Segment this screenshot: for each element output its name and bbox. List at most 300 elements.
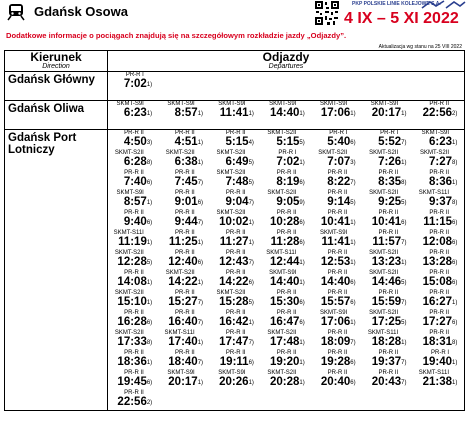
train-category: SKMT-S2II [419, 150, 449, 156]
footnote-mark: 5) [248, 180, 254, 186]
departure-time: 7:27 [428, 156, 452, 168]
train-category: SKMT-S11I [164, 330, 195, 336]
departure-entry [311, 210, 362, 230]
footnote-mark: 1) [197, 240, 204, 246]
departure-entry [159, 190, 210, 210]
train-category: PR-R I [125, 72, 144, 78]
departure-entry [362, 310, 413, 330]
pkp-logo-icon [420, 0, 466, 10]
departure-entry [261, 370, 312, 390]
departure-time: 16:40 [168, 316, 198, 328]
departure-entry [210, 130, 261, 150]
departure-entry [108, 250, 159, 270]
departure-time: 6:49 [225, 156, 249, 168]
train-category: PR-R II [175, 190, 195, 196]
footnote-mark: 8) [452, 200, 458, 206]
departure-entry [413, 250, 464, 270]
train-category: PR-R II [378, 170, 399, 176]
departure-entry [413, 310, 464, 330]
departure-entry [362, 230, 413, 250]
train-category: PR-R II [429, 230, 449, 236]
departure-time: 11:28 [270, 236, 300, 248]
footnote-mark: 6) [350, 360, 356, 366]
departure-entry [362, 170, 413, 190]
footnote-mark: 6) [248, 280, 254, 286]
departure-entry [108, 270, 159, 290]
footnote-mark: 7) [401, 240, 407, 246]
departure-time: 17:47 [219, 336, 249, 348]
footnote-mark: 7) [197, 180, 204, 186]
departure-entry [210, 370, 261, 390]
departure-time: 14:08 [117, 276, 147, 288]
train-category: PR-R II [327, 270, 348, 276]
train-category: SKMT-S11I [367, 330, 399, 336]
departure-entry [159, 330, 210, 350]
footnote-mark: 1) [197, 111, 204, 117]
departure-time: 11:41 [321, 236, 351, 248]
departure-entry [108, 72, 159, 92]
departure-time: 7:02 [123, 78, 147, 90]
footnote-mark: 6) [299, 220, 305, 226]
departure-entry [261, 210, 312, 230]
footnote-mark: 1) [299, 340, 305, 346]
departure-time: 14:22 [219, 276, 249, 288]
departure-entry [261, 310, 312, 330]
footnote-mark: 6) [401, 220, 407, 226]
departure-entry [261, 230, 312, 250]
train-category: SKMT-S2II [114, 290, 144, 296]
footnote-mark: 2) [146, 400, 153, 406]
departure-time: 4:51 [174, 136, 198, 148]
departure-time: 12:53 [320, 256, 351, 268]
departure-entry [261, 190, 312, 210]
departure-time: 7:02 [276, 156, 300, 168]
departure-entry [311, 350, 362, 370]
footnote-mark: 1) [299, 380, 305, 386]
train-category: PR-R II [429, 330, 449, 336]
departures-header [108, 51, 465, 72]
departure-time: 19:37 [371, 356, 402, 368]
departure-entry [261, 130, 312, 150]
train-category: PR-R II [225, 330, 246, 336]
footnote-mark: 4) [248, 140, 254, 146]
footnote-mark: 1) [299, 160, 305, 166]
footnote-mark: 1) [146, 280, 153, 286]
footnote-mark: 1) [146, 111, 153, 117]
departure-time: 15:57 [320, 296, 351, 308]
train-category: SKMT-S9I [269, 270, 297, 276]
departure-time: 9:44 [174, 216, 198, 228]
footnote-mark: 6) [248, 360, 254, 366]
footnote-mark: 1) [350, 111, 356, 117]
departures-cell [108, 130, 465, 411]
train-category: PR-R II [175, 130, 195, 136]
train-category: SKMT-S2II [114, 150, 144, 156]
train-category: PR-R II [276, 230, 297, 236]
footnote-mark: 6) [350, 380, 356, 386]
footnote-mark: 1) [197, 160, 204, 166]
footnote-mark: 7) [401, 300, 407, 306]
footnote-mark: 1) [299, 360, 305, 366]
departure-entry [311, 101, 362, 121]
train-category: PR-R II [429, 210, 449, 216]
departure-time: 14:46 [371, 276, 402, 288]
departure-entry [108, 170, 159, 190]
footnote-mark: 6) [452, 320, 458, 326]
train-category: PR-R II [429, 250, 449, 256]
departure-time: 7:40 [123, 176, 147, 188]
departure-time: 11:19 [118, 236, 147, 248]
train-category: PR-R I [431, 350, 449, 356]
footnote-mark: 8) [401, 180, 407, 186]
departure-entry [108, 330, 159, 350]
footnote-mark: 5) [248, 160, 254, 166]
footnote-mark: 1) [350, 220, 356, 226]
train-category: SKMT-S9I [218, 370, 246, 376]
departure-time: 10:02 [219, 216, 249, 228]
footnote-mark: 1) [197, 380, 204, 386]
train-category: SKMT-S2II [318, 150, 348, 156]
train-category: SKMT-S2II [165, 150, 195, 156]
footnote-mark: 9) [299, 200, 305, 206]
departure-entry [261, 250, 312, 270]
footnote-mark: 6) [299, 300, 305, 306]
train-category: SKMT-S2II [216, 170, 246, 176]
departure-time: 10:28 [270, 216, 300, 228]
train-category: PR-R II [124, 310, 144, 316]
departure-entry [210, 101, 261, 121]
departure-time: 8:57 [174, 107, 198, 119]
departure-time: 14:40 [270, 107, 300, 119]
footnote-mark: 6) [452, 220, 458, 226]
train-category: PR-R II [429, 270, 449, 276]
departure-time: 18:09 [320, 336, 351, 348]
departure-time: 7:48 [225, 176, 249, 188]
departure-entry [159, 370, 210, 390]
update-note: Aktualizacja wg stanu na 25 VIII 2022 [378, 44, 462, 50]
departure-entry [413, 170, 464, 190]
train-category: PR-R II [124, 170, 144, 176]
table-row [5, 101, 465, 130]
train-category: PR-R II [175, 310, 195, 316]
departure-time: 14:40 [320, 276, 351, 288]
departures-header-sub: Departures [268, 63, 304, 70]
footnote-mark: 6) [197, 260, 204, 266]
departure-entry [311, 370, 362, 390]
departure-entry [108, 190, 159, 210]
departure-time: 15:10 [117, 296, 147, 308]
footnote-mark: 6) [350, 280, 356, 286]
departure-time: 20:28 [270, 376, 300, 388]
train-icon [6, 3, 26, 21]
table-header [5, 51, 465, 72]
departures-grid [108, 101, 464, 121]
footnote-mark: 1) [248, 240, 254, 246]
departure-time: 20:43 [371, 376, 402, 388]
departure-time: 8:19 [276, 176, 300, 188]
train-category: PR-R II [327, 250, 348, 256]
footnote-mark: 3) [350, 160, 356, 166]
train-category: PR-R II [378, 210, 399, 216]
footnote-mark: 8) [146, 160, 153, 166]
departure-entry [210, 350, 261, 370]
departure-entry [362, 190, 413, 210]
train-category: SKMT-S2II [369, 150, 399, 156]
departure-entry [362, 130, 413, 150]
train-category: SKMT-S11I [418, 190, 449, 196]
footnote-mark: 1) [401, 260, 407, 266]
footnote-mark: 6) [452, 280, 458, 286]
footnote-mark: 1) [452, 380, 458, 386]
footnote-mark: 5) [401, 200, 407, 206]
train-category: SKMT-S2II [369, 250, 399, 256]
footnote-mark: 7) [350, 180, 356, 186]
table-row [5, 72, 465, 101]
train-category: PR-R I [278, 150, 297, 156]
footnote-mark: 1) [401, 111, 407, 117]
departure-entry [210, 310, 261, 330]
departure-entry [362, 330, 413, 350]
footnote-mark: 1) [197, 280, 204, 286]
footnote-mark: 6) [146, 180, 153, 186]
footnote-mark: 7) [248, 260, 254, 266]
footnote-mark: 7) [197, 220, 204, 226]
departure-time: 19:45 [117, 376, 147, 388]
footnote-mark: 5) [146, 260, 153, 266]
footnote-mark: 6) [146, 320, 153, 326]
train-category: PR-R II [276, 350, 297, 356]
footnote-mark: 6) [350, 300, 356, 306]
departure-time: 6:23 [428, 136, 452, 148]
departure-entry [311, 150, 362, 170]
departure-time: 15:27 [168, 296, 198, 308]
departure-time: 12:40 [168, 256, 198, 268]
departure-entry [210, 250, 261, 270]
departure-time: 17:48 [270, 336, 300, 348]
departure-time: 11:27 [219, 236, 249, 248]
footnote-mark: 6) [452, 260, 458, 266]
departures-grid [108, 130, 464, 410]
departure-entry [159, 310, 210, 330]
train-category: PR-R II [124, 210, 144, 216]
footnote-mark: 6) [452, 240, 458, 246]
train-category: SKMT-S2II [267, 190, 297, 196]
departure-entry [311, 270, 362, 290]
departure-time: 5:15 [225, 136, 249, 148]
train-category: PR-R II [225, 310, 246, 316]
train-category: SKMT-S2II [216, 150, 246, 156]
footnote-mark: 6) [146, 380, 153, 386]
footnote-mark: 7) [401, 360, 407, 366]
footnote-mark: 7) [197, 320, 204, 326]
footnote-mark: 6) [299, 240, 305, 246]
departure-time: 22:56 [117, 396, 147, 408]
departure-entry [108, 130, 159, 150]
train-category: PR-R II [276, 290, 297, 296]
train-category: SKMT-S2II [369, 310, 399, 316]
departure-time: 18:36 [117, 356, 147, 368]
footnote-mark: 8) [146, 340, 153, 346]
departure-time: 18:31 [422, 336, 452, 348]
info-note: Dodatkowe informacje o pociągach znajdują się na szczegółowym rozkładzie jazdy „Odjazdy”. [6, 31, 347, 40]
train-category: SKMT-S9I [269, 101, 297, 107]
departure-time: 5:52 [378, 136, 402, 148]
train-category: PR-R II [175, 230, 195, 236]
footnote-mark: 8) [452, 160, 458, 166]
departure-entry [108, 150, 159, 170]
footnote-mark: 5) [350, 200, 356, 206]
footnote-mark: 1) [146, 300, 153, 306]
departure-entry [108, 350, 159, 370]
footnote-mark: 1) [299, 280, 305, 286]
footnote-mark: 1) [401, 160, 407, 166]
departure-entry [311, 330, 362, 350]
footnote-mark: 5) [248, 300, 254, 306]
departure-time: 11:57 [372, 236, 402, 248]
departure-time: 17:25 [371, 316, 402, 328]
departure-entry [159, 250, 210, 270]
departure-time: 16:47 [270, 316, 300, 328]
departure-time: 15:08 [422, 276, 452, 288]
train-category: PR-R II [378, 230, 399, 236]
departure-time: 10:41 [371, 216, 402, 228]
footnote-mark: 1) [452, 300, 458, 306]
departure-entry [362, 270, 413, 290]
footnote-mark: 1) [452, 180, 458, 186]
direction-cell: Gdańsk Główny [5, 72, 108, 101]
departure-time: 12:43 [219, 256, 249, 268]
departure-entry [210, 150, 261, 170]
direction-header-label: Kierunek [30, 50, 82, 64]
train-category: PR-R II [378, 290, 399, 296]
station-name: Gdańsk Osowa [34, 4, 128, 19]
departure-time: 8:35 [378, 176, 402, 188]
footnote-mark: 7) [401, 380, 407, 386]
train-category: SKMT-S9I [116, 101, 144, 107]
departure-time: 16:27 [422, 296, 452, 308]
direction-header-sub: Direction [42, 63, 70, 70]
train-category: SKMT-S9I [116, 190, 144, 196]
departure-time: 9:25 [378, 196, 402, 208]
train-category: SKMT-S2II [216, 210, 246, 216]
footnote-mark: 1) [197, 340, 204, 346]
departure-entry [210, 170, 261, 190]
departure-time: 13:23 [371, 256, 402, 268]
departure-entry [362, 250, 413, 270]
train-category: PR-R II [429, 170, 449, 176]
footnote-mark: 1) [452, 360, 458, 366]
train-category: SKMT-S9I [421, 130, 449, 136]
departure-time: 18:28 [371, 336, 402, 348]
departure-entry [413, 101, 464, 121]
departure-entry [311, 290, 362, 310]
departure-entry [210, 210, 261, 230]
departure-entry [108, 370, 159, 390]
departure-entry [261, 330, 312, 350]
departure-time: 6:23 [123, 107, 147, 119]
departures-grid [108, 72, 464, 92]
departure-entry [362, 290, 413, 310]
departures-header-label: Odjazdy [262, 50, 310, 64]
footnote-mark: 5) [401, 320, 407, 326]
departure-time: 15:28 [219, 296, 249, 308]
departure-entry [159, 170, 210, 190]
train-category: PR-R II [429, 310, 449, 316]
departure-time: 13:28 [422, 256, 452, 268]
train-category: PR-R II [429, 290, 449, 296]
train-category: SKMT-S9I [370, 101, 399, 107]
footnote-mark: 7) [350, 340, 356, 346]
footnote-mark: 1) [248, 220, 254, 226]
train-category: SKMT-S2II [114, 330, 144, 336]
departure-entry [159, 290, 210, 310]
departure-time: 9:14 [327, 196, 351, 208]
footnote-mark: 1) [146, 360, 153, 366]
footnote-mark: 1) [299, 260, 305, 266]
departure-entry [261, 150, 312, 170]
validity-dates: 4 IX – 5 XI 2022 [344, 10, 459, 27]
train-category: PR-R II [327, 190, 348, 196]
departure-time: 7:26 [378, 156, 402, 168]
departure-entry [210, 230, 261, 250]
train-category: PR-R II [327, 170, 348, 176]
train-category: PR-R I [329, 130, 348, 136]
train-category: SKMT-S9I [319, 101, 348, 107]
departure-time: 19:40 [422, 356, 452, 368]
departure-time: 12:44 [270, 256, 300, 268]
train-category: PR-R II [124, 390, 144, 396]
departure-time: 8:36 [428, 176, 452, 188]
departure-entry [159, 270, 210, 290]
departure-time: 9:04 [225, 196, 249, 208]
train-category: PR-R II [429, 101, 449, 107]
train-category: SKMT-S9I [218, 101, 246, 107]
footnote-mark: 7) [197, 300, 204, 306]
train-category: PR-R I [380, 130, 399, 136]
departure-time: 17:33 [117, 336, 147, 348]
train-category: PR-R II [124, 130, 144, 136]
footnote-mark: 1) [350, 260, 356, 266]
departure-time: 8:22 [327, 176, 351, 188]
departure-entry [311, 310, 362, 330]
departure-time: 16:28 [117, 316, 147, 328]
footnote-mark: 6) [299, 320, 305, 326]
departure-time: 16:42 [219, 316, 249, 328]
departure-entry [413, 330, 464, 350]
departure-entry [210, 290, 261, 310]
train-category: PR-R II [175, 250, 195, 256]
departure-entry [413, 190, 464, 210]
departure-entry [159, 150, 210, 170]
departure-entry [311, 170, 362, 190]
departure-entry [159, 210, 210, 230]
departure-entry [159, 101, 210, 121]
train-category: SKMT-S2II [165, 270, 195, 276]
departure-entry [362, 101, 413, 121]
departure-entry [413, 270, 464, 290]
train-category: PR-R II [276, 210, 297, 216]
train-category: SKMT-S2II [267, 130, 297, 136]
departure-time: 21:38 [422, 376, 452, 388]
footnote-mark: 2) [452, 111, 458, 117]
train-category: PR-R II [276, 170, 297, 176]
footnote-mark: 1) [401, 340, 407, 346]
train-category: PR-R II [378, 370, 399, 376]
departure-entry [261, 170, 312, 190]
train-category: PR-R II [225, 230, 246, 236]
departure-time: 12:28 [117, 256, 147, 268]
train-category: PR-R II [327, 290, 348, 296]
